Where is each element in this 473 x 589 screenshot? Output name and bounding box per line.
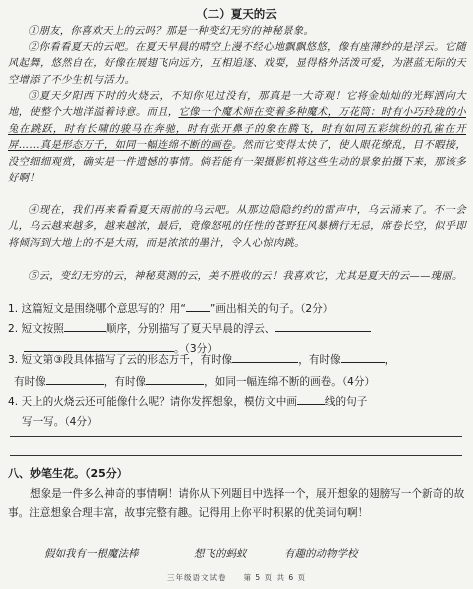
paragraph-3-intro: ③夏天夕阳西下时的火烧云，不知你见过没有，那真是一大奇观！它将金灿灿的光辉洒向大地，使整个大地洋溢着诗意。而且，	[8, 90, 466, 119]
answer-blank[interactable]	[146, 372, 204, 385]
section-8-heading: 八、妙笔生花。（25分）	[8, 467, 128, 480]
question-1-text: 1. 这篇短文是围绕哪个意思写的？用“	[8, 303, 186, 315]
passage-paragraph-5: ⑤云，变幻无穷的云，神秘莫测的云，美不胜收的云！我喜欢它，尤其是夏天的云——瑰丽。	[28, 270, 463, 282]
passage-title: （二）夏天的云	[196, 7, 277, 21]
essay-topic-1[interactable]: 假如我有一根魔法棒	[44, 548, 139, 560]
comma: ，	[384, 354, 396, 366]
question-3-text-2: 有时像	[14, 376, 46, 388]
underline-mark	[297, 392, 325, 405]
section-8-instructions: 想象是一件多么神奇的事情啊！请你从下列题目中选择一个，展开想象的翅膀写一个新奇的故事。注意想象合理丰富，故事完整有趣。记得用上你平时积累的优美词句啊！	[8, 488, 465, 519]
answer-blank[interactable]	[64, 319, 106, 332]
underlined-sentence-2: 真是形态万千，如同一幅连绵不断的画卷	[39, 139, 232, 152]
question-4-text: 4. 天上的火烧云还可能像什么呢？请你发挥想象，模仿文中画	[8, 396, 297, 408]
essay-topic-2[interactable]: 想飞的蚂蚁	[194, 548, 247, 560]
question-4-line-2: 写一写。（4分）	[22, 416, 98, 428]
passage-paragraph-1: ①朋友，你喜欢天上的云吗？那是一种变幻无穷的神秘景象。	[28, 25, 315, 37]
question-3-text-3: ，有时像	[103, 376, 147, 388]
answer-line-1[interactable]	[10, 436, 462, 437]
question-2	[8, 319, 466, 339]
answer-blank[interactable]	[232, 350, 298, 363]
essay-topics	[0, 546, 473, 562]
question-1	[8, 299, 466, 319]
answer-line-2[interactable]	[10, 455, 462, 456]
question-2-text: 2. 短文按照	[8, 323, 64, 335]
question-4-text-end: 线的句子	[324, 396, 368, 408]
question-3-text-mid: ，有时像	[298, 354, 341, 366]
underlined-sentence-1: 它像一个魔术师在变着多种魔术，万花筒：时有小巧玲珑的小兔在跳跃，时有长啸的骏马在奔驰，时有张开鼻子的象在腾飞，时有如同五彩缤纷的孔雀在开屏……	[8, 106, 466, 152]
question-2-points: 。（3分）	[174, 343, 218, 355]
passage-paragraph-4: ④现在，我们再来看看夏天雨前的乌云吧。从那边隐隐约约的雷声中，乌云涌来了。不一会儿，乌云越来越多，越来越浓，最后，竟像怒吼的任性的苍野狂风暴横行无忌，席卷长空，似乎即将倾泻到大地上的不是大雨，而是浓浓的墨汁，令人心惊肉跳。	[8, 204, 466, 249]
paragraph-3-ending: 。然而它变得太快了，使人眼花缭乱，目不暇接，没空细细观赏，确实是一件遗憾的事情。倘若能有一架摄影机将这些生动的景象拍摄下来，那该多好啊！	[8, 139, 467, 185]
answer-blank[interactable]	[275, 319, 371, 332]
question-3-text: 3. 短文第③段具体描写了云的形态万千，有时像	[8, 354, 233, 366]
question-3-text-end: ，如同一幅连绵不断的画卷。（4分）	[204, 376, 376, 388]
question-4	[8, 392, 466, 412]
question-3	[8, 350, 466, 370]
question-1-text-end: ”画出相关的句子。（2分）	[209, 303, 334, 315]
essay-topic-3[interactable]: 有趣的动物学校	[284, 548, 358, 560]
answer-blank[interactable]	[186, 299, 210, 312]
answer-blank[interactable]	[341, 350, 385, 363]
passage-paragraph-3	[8, 88, 466, 186]
passage-paragraph-2: ②你看看夏天的云吧。在夏天早晨的晴空上漫不经心地飘飘悠悠，像有座薄纱的是浮云。它随风起舞，悠然自在，好像在展翅飞向远方，互相追逐、戏耍，显得格外活泼可爱，为湛蓝无际的天空增添了不少生机与活力。	[8, 41, 466, 86]
answer-blank[interactable]	[46, 372, 104, 385]
question-3-line-2	[14, 372, 466, 392]
page-footer: 三年级语文试卷 第 5 页 共 6 页	[167, 573, 306, 582]
question-2-text-mid: 顺序，分别描写了夏天早晨的浮云、	[105, 323, 276, 335]
